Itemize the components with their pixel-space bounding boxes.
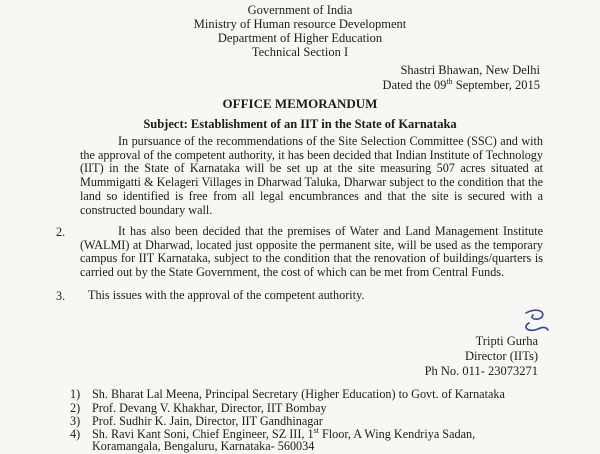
header-section: Technical Section I [251,45,349,59]
subject: Subject: Establishment of an IIT in the State of Karnataka [143,117,457,131]
date: Dated the 09th September, 2015 [382,76,540,92]
page-title: OFFICE MEMORANDUM [222,96,378,111]
paragraph-3: This issues with the approval of the competent authority. [88,288,365,302]
signatory-name: Tripti Gurha [475,334,538,348]
recipient-1: 1) Sh. Bharat Lal Meena, Principal Secretary (Higher Education) to Govt. of Karnataka [70,387,505,401]
paragraph-1: In pursuance of the recommendations of the Site Selection Committee (SSC) and with the approval of the competent authority, it has been decided that Indian Institute of Technology (IIT) in the State of Karnataka will be set up at the site measuring 507 acres situated at Mummigatti & Kelageri Villages in Dharwad Taluka, Dharwar subject to the condition that the land so identified is free from all legal encumbrances and that the site is secured with a constructed boundary wall. [80,134,543,217]
paragraph-2-number: 2. [56,225,66,239]
place: Shastri Bhawan, New Delhi [400,63,540,77]
signature-image [520,307,552,335]
recipient-2: 2) Prof. Devang V. Khakhar, Director, IIT Bombay [70,401,327,415]
recipient-3: 3) Prof. Sudhir K. Jain, Director, IIT Gandhinagar [70,414,323,428]
paragraph-2: It has also been decided that the premises of Water and Land Management Institute (WALMI) at Dharwad, located just opposite the permanent site, will be used as the temporary campus for IIT Karnataka, subject to the condition that the renovation of buildings/quarters is carried out by the State Government, the cost of which can be met from Central Funds. [80,224,543,280]
paragraph-3-number: 3. [56,289,66,303]
recipient-4-line-2: Koramangala, Bengaluru, Karnataka- 560034 [92,439,315,453]
signatory-phone: Ph No. 011- 23073271 [424,364,538,378]
header-department: Department of Higher Education [217,31,383,45]
header-ministry: Ministry of Human resource Development [193,17,407,31]
signatory-designation: Director (IITs) [464,349,538,363]
header-government: Government of India [247,3,353,17]
recipient-4: 4) Sh. Ravi Kant Soni, Chief Engineer, SZ III, 1st Floor, A Wing Kendriya Sadan, [70,425,476,441]
